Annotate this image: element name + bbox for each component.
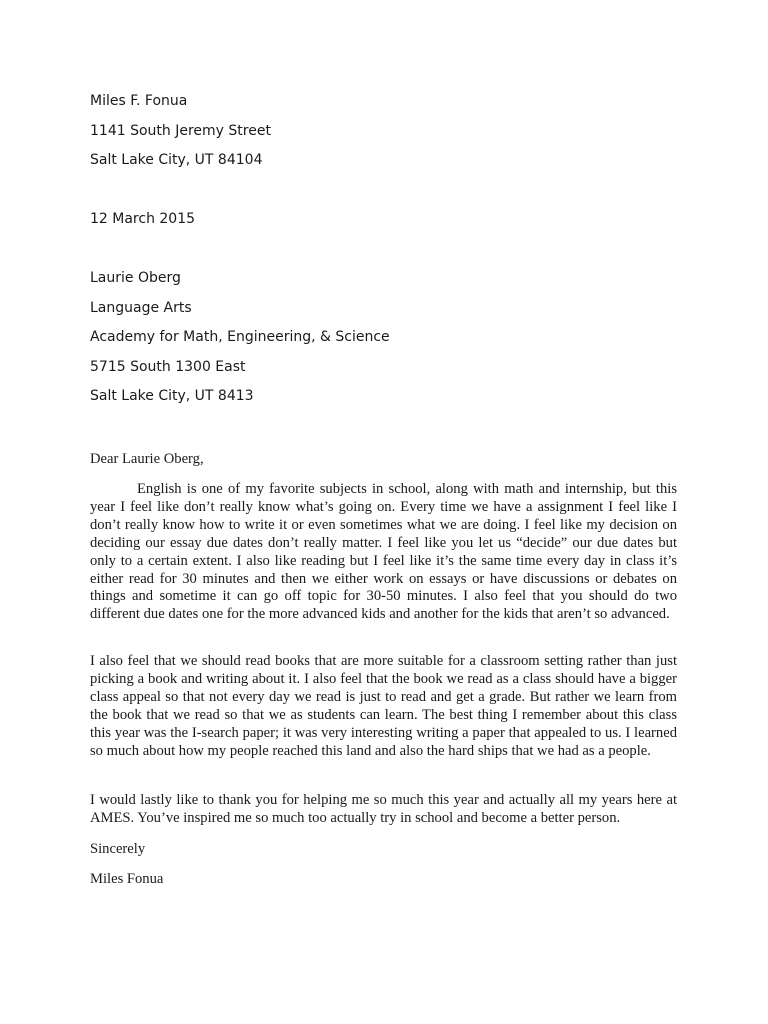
- recipient-street: 5715 South 1300 East: [90, 359, 246, 375]
- salutation: Dear Laurie Oberg,: [90, 451, 204, 467]
- sender-name: Miles F. Fonua: [90, 93, 188, 109]
- sender-street: 1141 South Jeremy Street: [90, 123, 271, 139]
- letter-body-2: [90, 653, 677, 760]
- signature-name: Miles Fonua: [90, 871, 164, 887]
- body-paragraph-1: English is one of my favorite subjects in school, along with math and internship, but this year I feel like don’t really know what’s going on. Every time we have a assignment I feel like I don’t really know how to write it or even sometimes what we are doing. I feel like my decision on deciding our essay due dates don’t really matter. I feel like you let us “decide” our due dates but only to a certain extent. I also like reading but I feel like it’s the same time every day in class it’s either read for 30 minutes and then we either work on essays or have discussions or debates on things and sometime it can go off topic for 30-50 minutes. I also feel that you should do two different due dates one for the more advanced kids and another for the kids that aren’t so advanced.: [90, 481, 677, 623]
- body-paragraph-3: I would lastly like to thank you for helping me so much this year and actually all my years here at AMES. You’ve inspired me so much too actually try in school and become a better person.: [90, 792, 677, 826]
- recipient-department: Language Arts: [90, 300, 192, 316]
- recipient-city: Salt Lake City, UT 8413: [90, 388, 254, 404]
- letter-body-3: [90, 792, 677, 828]
- recipient-name: Laurie Oberg: [90, 270, 181, 286]
- letter-body: [90, 481, 677, 624]
- sender-city: Salt Lake City, UT 84104: [90, 152, 263, 168]
- recipient-school: Academy for Math, Engineering, & Science: [90, 329, 390, 345]
- closing: Sincerely: [90, 841, 146, 857]
- body-paragraph-2: I also feel that we should read books that are more suitable for a classroom setting rather than just picking a book and writing about it. I also feel that the book we read as a class should have a bigger class appeal so that not every day we read is just to read and get a grade. But rather we learn from the book that we read so that we as students can learn. The best thing I remember about this class this year was the I-search paper; it was very interesting writing a paper that appealed to us. I learned so much about how my people reached this land and also the hard ships that we had as a people.: [90, 653, 677, 759]
- letter-date: 12 March 2015: [90, 211, 196, 227]
